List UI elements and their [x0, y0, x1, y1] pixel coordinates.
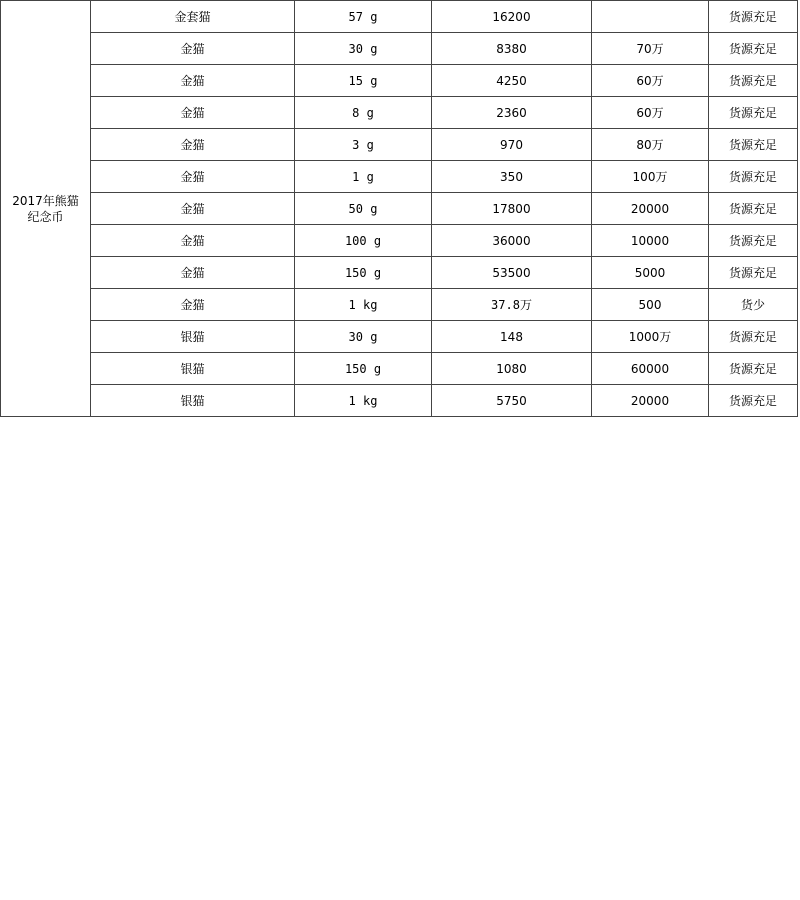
coin-weight-cell: 57 g [295, 1, 432, 33]
coin-name-cell: 金猫 [91, 97, 295, 129]
coin-mintage-cell: 80万 [592, 129, 709, 161]
coin-series-label-line1: 2017年熊猫 [12, 193, 79, 208]
coin-price-cell: 53500 [432, 257, 592, 289]
coin-mintage-cell: 10000 [592, 225, 709, 257]
table-row [1, 65, 798, 97]
coin-weight-cell: 30 g [295, 321, 432, 353]
coin-name-cell: 金猫 [91, 257, 295, 289]
table-row [1, 257, 798, 289]
coin-name-cell: 金猫 [91, 193, 295, 225]
coin-stock-status-cell: 货源充足 [709, 321, 798, 353]
table-body [1, 1, 798, 417]
coin-name-cell: 金猫 [91, 225, 295, 257]
coin-weight-cell: 3 g [295, 129, 432, 161]
coin-price-cell: 16200 [432, 1, 592, 33]
coin-price-cell: 148 [432, 321, 592, 353]
coin-price-cell: 970 [432, 129, 592, 161]
table-row [1, 33, 798, 65]
coin-mintage-cell [592, 1, 709, 33]
table-row [1, 129, 798, 161]
coin-weight-cell: 150 g [295, 353, 432, 385]
coin-name-cell: 金猫 [91, 33, 295, 65]
coin-name-cell: 银猫 [91, 321, 295, 353]
coin-mintage-cell: 100万 [592, 161, 709, 193]
coin-stock-status-cell: 货源充足 [709, 161, 798, 193]
coin-price-cell: 36000 [432, 225, 592, 257]
coin-mintage-cell: 5000 [592, 257, 709, 289]
coin-stock-status-cell: 货源充足 [709, 257, 798, 289]
coin-price-cell: 2360 [432, 97, 592, 129]
coin-mintage-cell: 70万 [592, 33, 709, 65]
coin-name-cell: 金猫 [91, 129, 295, 161]
coin-price-cell: 4250 [432, 65, 592, 97]
coin-weight-cell: 30 g [295, 33, 432, 65]
table-row [1, 385, 798, 417]
table-row [1, 97, 798, 129]
coin-price-cell: 350 [432, 161, 592, 193]
coin-mintage-cell: 20000 [592, 193, 709, 225]
coin-mintage-cell: 60万 [592, 97, 709, 129]
table-row [1, 193, 798, 225]
table-row [1, 225, 798, 257]
coin-stock-status-cell: 货源充足 [709, 1, 798, 33]
coin-name-cell: 金猫 [91, 65, 295, 97]
coin-stock-status-cell: 货少 [709, 289, 798, 321]
coin-weight-cell: 100 g [295, 225, 432, 257]
table-row [1, 321, 798, 353]
coin-weight-cell: 15 g [295, 65, 432, 97]
coin-weight-cell: 1 kg [295, 289, 432, 321]
coin-price-cell: 37.8万 [432, 289, 592, 321]
coin-mintage-cell: 60000 [592, 353, 709, 385]
coin-weight-cell: 150 g [295, 257, 432, 289]
table-row [1, 161, 798, 193]
coin-price-cell: 1080 [432, 353, 592, 385]
coin-weight-cell: 8 g [295, 97, 432, 129]
coin-stock-status-cell: 货源充足 [709, 385, 798, 417]
coin-weight-cell: 50 g [295, 193, 432, 225]
coin-weight-cell: 1 g [295, 161, 432, 193]
coin-stock-status-cell: 货源充足 [709, 65, 798, 97]
coin-weight-cell: 1 kg [295, 385, 432, 417]
coin-name-cell: 金猫 [91, 289, 295, 321]
coin-series-label [1, 1, 91, 417]
coin-stock-status-cell: 货源充足 [709, 97, 798, 129]
coin-stock-status-cell: 货源充足 [709, 225, 798, 257]
table-row [1, 353, 798, 385]
coin-name-cell: 金套猫 [91, 1, 295, 33]
coin-mintage-cell: 60万 [592, 65, 709, 97]
coin-mintage-cell: 1000万 [592, 321, 709, 353]
coin-stock-status-cell: 货源充足 [709, 33, 798, 65]
coin-stock-status-cell: 货源充足 [709, 129, 798, 161]
coin-price-cell: 17800 [432, 193, 592, 225]
table-row [1, 1, 798, 33]
coin-price-cell: 8380 [432, 33, 592, 65]
coin-mintage-cell: 20000 [592, 385, 709, 417]
table-row [1, 289, 798, 321]
coin-mintage-cell: 500 [592, 289, 709, 321]
coin-name-cell: 银猫 [91, 353, 295, 385]
coin-name-cell: 银猫 [91, 385, 295, 417]
coin-series-label-line2: 纪念币 [27, 209, 64, 224]
coin-stock-status-cell: 货源充足 [709, 353, 798, 385]
coin-stock-status-cell: 货源充足 [709, 193, 798, 225]
coin-name-cell: 金猫 [91, 161, 295, 193]
coin-price-cell: 5750 [432, 385, 592, 417]
panda-coin-price-table [0, 0, 798, 417]
